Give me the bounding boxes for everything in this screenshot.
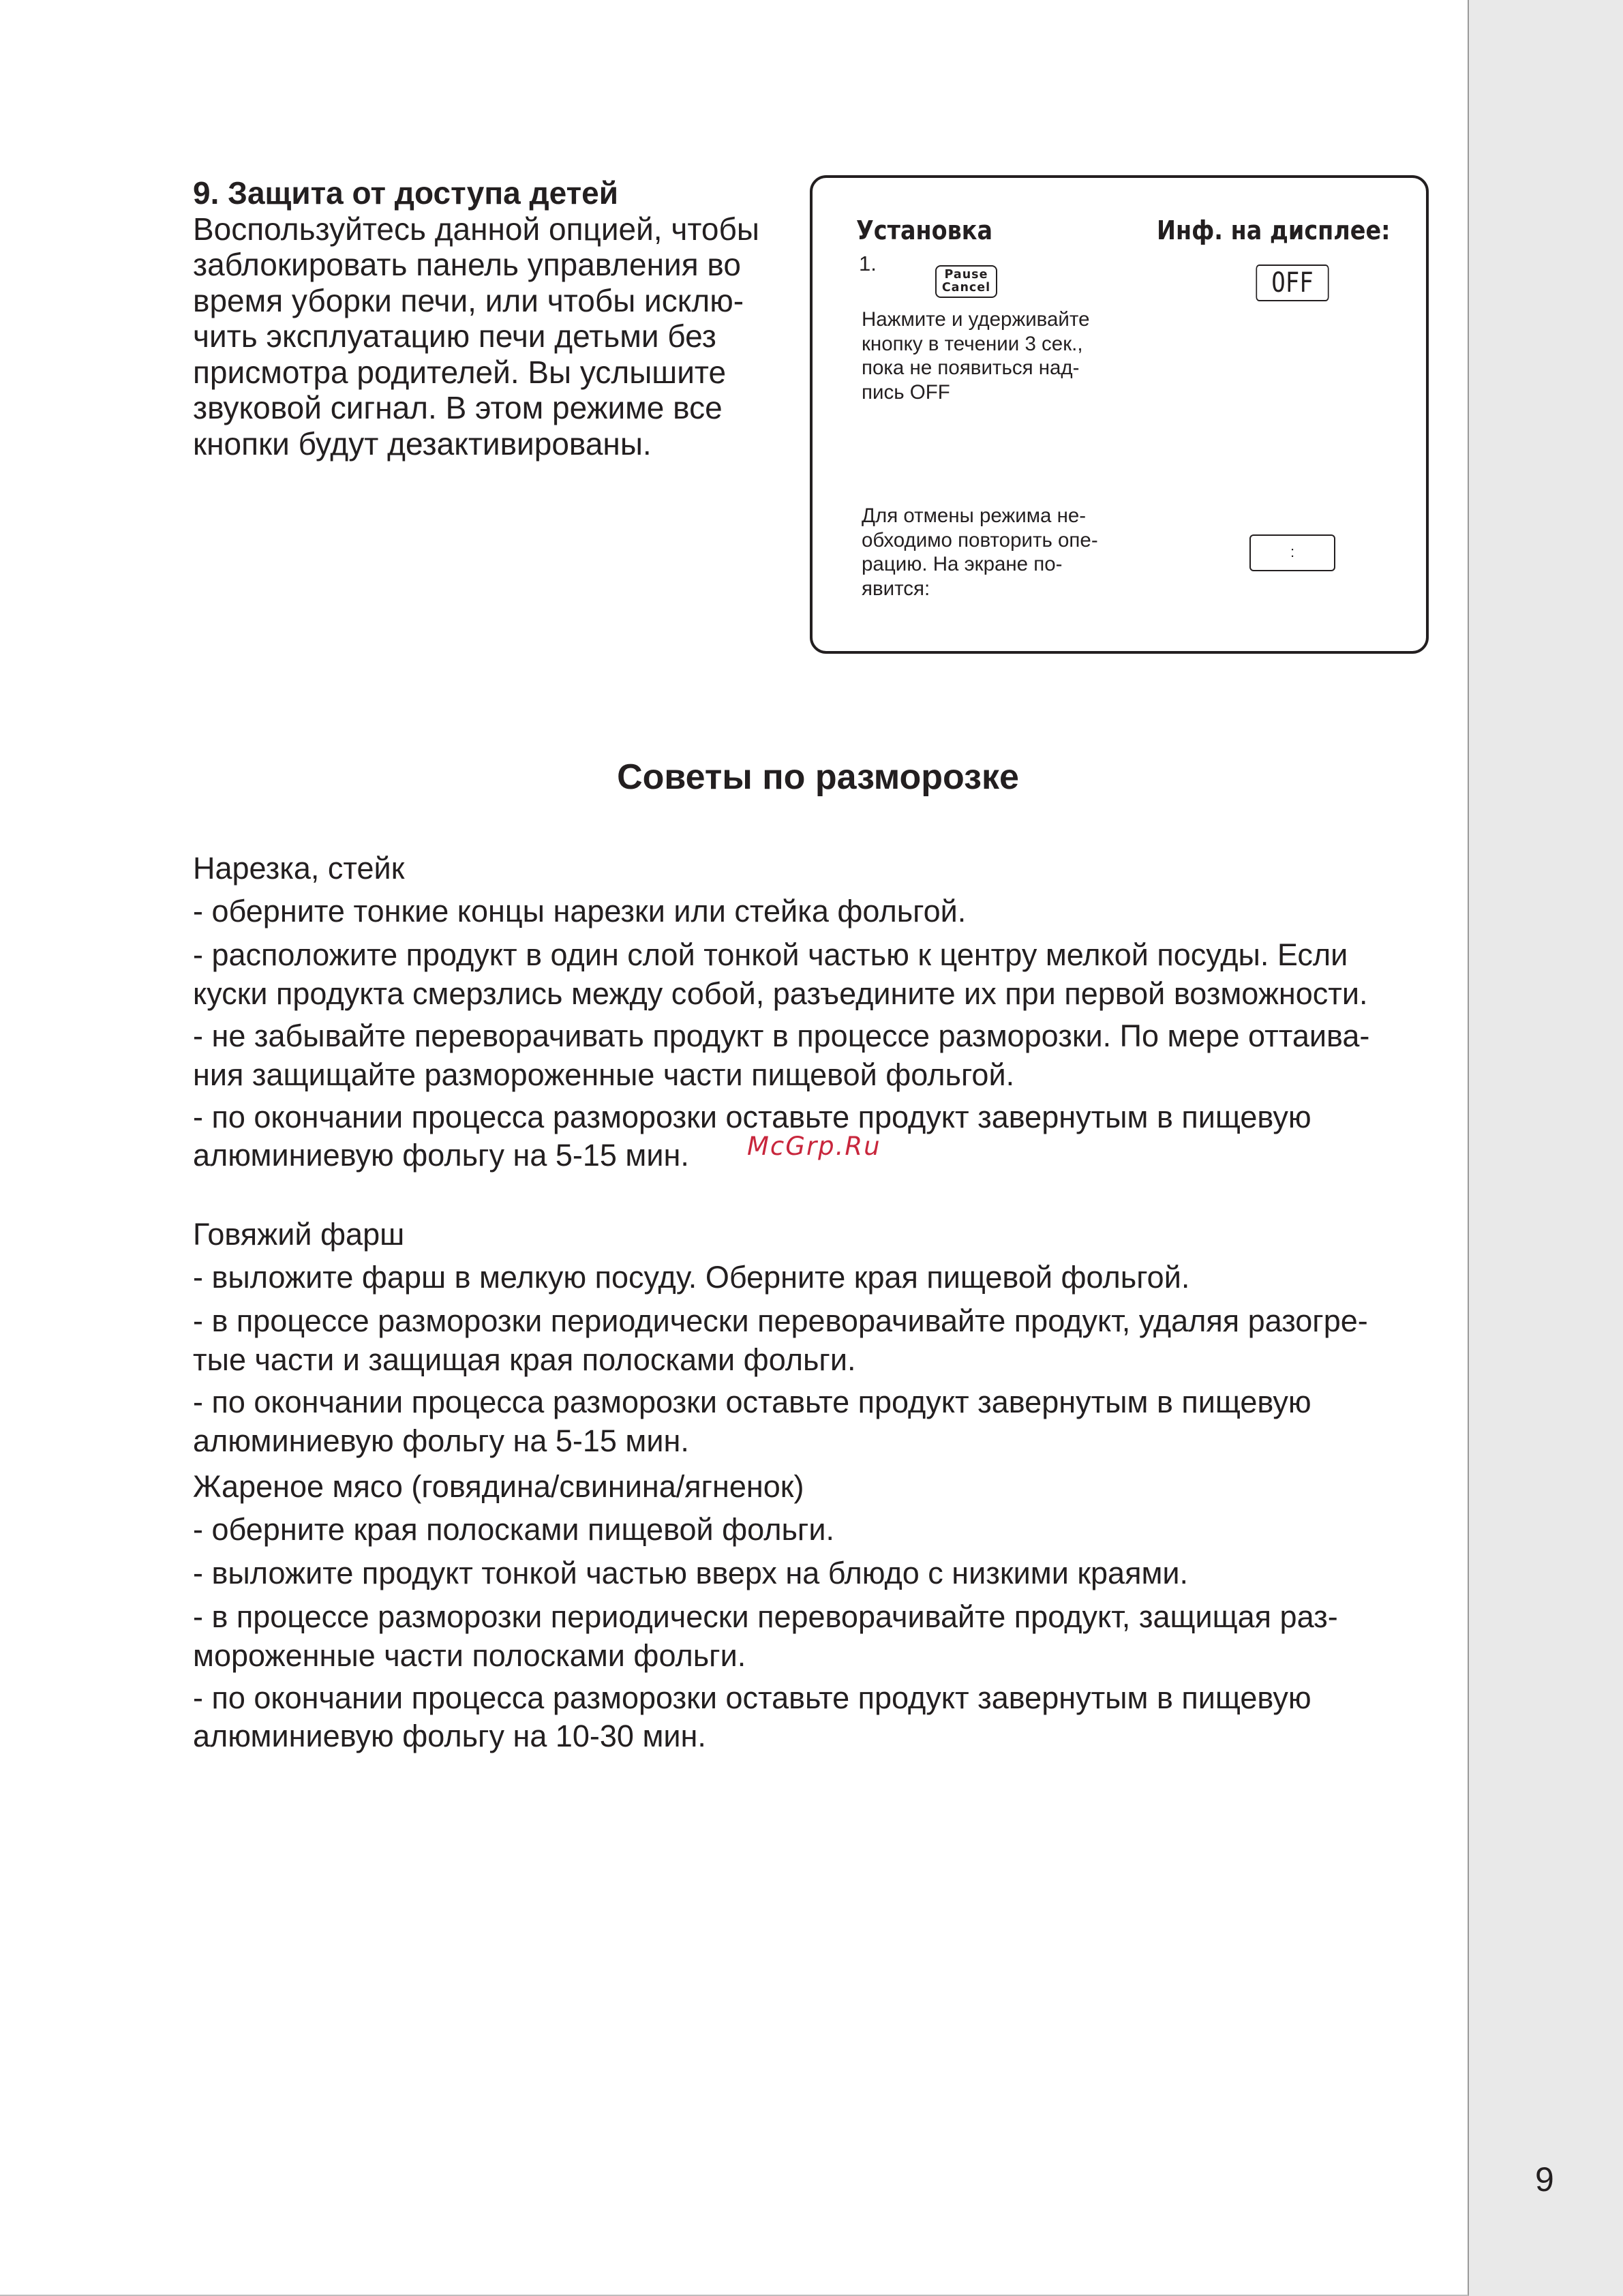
child-lock-line: кнопки будут дезактивированы. [193, 425, 652, 462]
note-line: кнопку в течении 3 сек., [862, 332, 1083, 355]
tip-line: - по окончании процесса разморозки оставьте продукт завернутым в пищевую [193, 1385, 1311, 1419]
tip-line: - расположите продукт в один слой тонкой частью к центру мелкой посуды. Если [193, 937, 1348, 972]
display-header: Инф. на дисплее: [1157, 215, 1391, 245]
tip-line: мороженные части полосками фольги. [193, 1638, 746, 1673]
note-line: пись OFF [862, 380, 950, 404]
tip-line: - выложите фарш в мелкую посуду. Оберните края пищевой фольгой. [193, 1260, 1190, 1295]
tips-heading-roast: Жареное мясо (говядина/свинина/ягненок) [193, 1469, 804, 1504]
tip-line: ния защищайте размороженные части пищевой фольгой. [193, 1057, 1015, 1092]
note-line: Нажмите и удерживайте [862, 308, 1090, 331]
tip-line: тые части и защищая края полосками фольги. [193, 1342, 856, 1377]
cancel-label: Cancel [941, 281, 991, 294]
tip-line: - по окончании процесса разморозки оставьте продукт завернутым в пищевую [193, 1680, 1311, 1715]
tips-heading-cutlet: Нарезка, стейк [193, 851, 405, 886]
tip-line: алюминиевую фольгу на 5-15 мин. [193, 1423, 689, 1458]
pause-label: Pause [944, 268, 988, 282]
tip-line: - оберните тонкие концы нарезки или стейка фольгой. [193, 894, 967, 928]
hold-instruction [862, 307, 1148, 404]
pause-cancel-button-illustration [935, 265, 997, 298]
child-lock-title: 9. Защита от доступа детей [193, 175, 619, 211]
child-lock-line: время уборки печи, или чтобы исклю- [193, 282, 744, 318]
note-line: обходимо повторить опе- [862, 528, 1098, 552]
tip-line: - выложите продукт тонкой частью вверх на блюдо с низкими краями. [193, 1556, 1189, 1590]
display-off-illustration: OFF [1256, 265, 1329, 301]
child-lock-line: присмотра родителей. Вы услышите [193, 354, 727, 390]
tip-line: алюминиевую фольгу на 5-15 мин. [193, 1138, 689, 1173]
child-lock-line: чить эксплуатацию печи детьми без [193, 318, 716, 354]
child-lock-line: звуковой сигнал. В этом режиме все [193, 390, 723, 425]
tip-line: куски продукта смерзлись между собой, разъедините их при первой возможности. [193, 976, 1368, 1011]
step-number: 1. [859, 252, 877, 275]
setup-header: Установка [856, 215, 993, 245]
note-line: рацию. На экране по- [862, 553, 1063, 575]
tip-line: алюминиевую фольгу на 10-30 мин. [193, 1719, 706, 1753]
defrost-tips-title: Советы по разморозке [617, 757, 1019, 797]
display-colon-illustration: : [1249, 534, 1335, 571]
cancel-instruction [862, 504, 1148, 601]
page-number: 9 [1535, 2160, 1554, 2199]
tip-line: - по окончании процесса разморозки оставьте продукт завернутым в пищевую [193, 1100, 1311, 1134]
note-line: пока не появиться над- [862, 357, 1080, 379]
tip-line: - в процессе разморозки периодически переворачивайте продукт, защищая раз- [193, 1599, 1338, 1634]
child-lock-line: Воспользуйтесь данной опцией, чтобы [193, 211, 759, 247]
tip-line: - в процессе разморозки периодически переворачивайте продукт, удаляя разогре- [193, 1303, 1368, 1338]
watermark: McGrp.Ru [747, 1132, 881, 1161]
child-lock-line: заблокировать панель управления во [193, 247, 741, 282]
tips-heading-mince: Говяжий фарш [193, 1217, 405, 1252]
tip-line: - не забывайте переворачивать продукт в процессе разморозки. По мере оттаива- [193, 1018, 1370, 1053]
note-line: Для отмены режима не- [862, 504, 1087, 527]
tip-line: - оберните края полосками пищевой фольги. [193, 1512, 834, 1547]
instruction-box [810, 175, 1429, 654]
note-line: явится: [862, 577, 930, 600]
child-lock-section [193, 175, 806, 462]
